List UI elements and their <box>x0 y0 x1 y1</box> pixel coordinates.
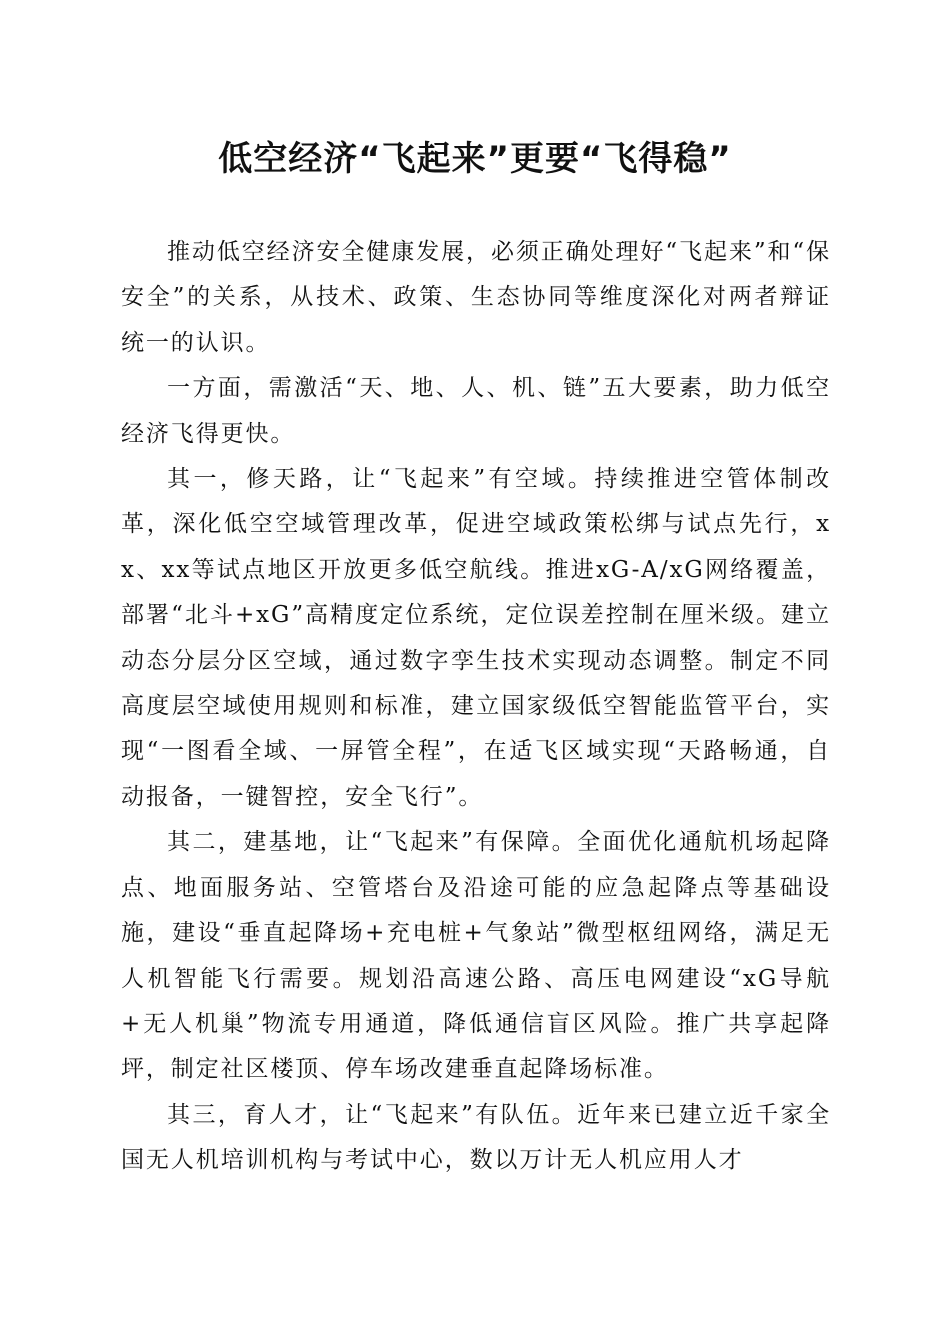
document-body <box>121 230 831 1184</box>
paragraph-intro: 推动低空经济安全健康发展，必须正确处理好“飞起来”和“保安全”的关系，从技术、政策、生态协同等维度深化对两者辩证统一的认识。 <box>121 239 831 356</box>
paragraph-first-point: 其一，修天路，让“飞起来”有空域。持续推进空管体制改革，深化低空空域管理改革，促进空域政策松绑与试点先行，xx、xx等试点地区开放更多低空航线。推进xG-A/xG网络覆盖，部署“北斗+xG”高精度定位系统，定位误差控制在厘米级。建立动态分层分区空域，通过数字孪生技术实现动态调整。制定不同高度层空域使用规则和标准，建立国家级低空智能监管平台，实现“一图看全域、一屏管全程”，在适飞区域实现“天路畅通，自动报备，一键智控，安全飞行”。 <box>121 466 831 810</box>
paragraph-one-hand: 一方面，需激活“天、地、人、机、链”五大要素，助力低空经济飞得更快。 <box>121 375 831 447</box>
document-title: 低空经济“飞起来”更要“飞得稳” <box>218 139 732 179</box>
paragraph-third-point: 其三，育人才，让“飞起来”有队伍。近年来已建立近千家全国无人机培训机构与考试中心，数以万计无人机应用人才 <box>121 1101 831 1174</box>
paragraph-second-point: 其二，建基地，让“飞起来”有保障。全面优化通航机场起降点、地面服务站、空管塔台及沿途可能的应急起降点等基础设施，建设“垂直起降场+充电桩+气象站”微型枢纽网络，满足无人机智能飞行需要。规划沿高速公路、高压电网建设“xG导航+无人机巢”物流专用通道，降低通信盲区风险。推广共享起降坪，制定社区楼顶、停车场改建垂直起降场标准。 <box>121 829 831 1083</box>
